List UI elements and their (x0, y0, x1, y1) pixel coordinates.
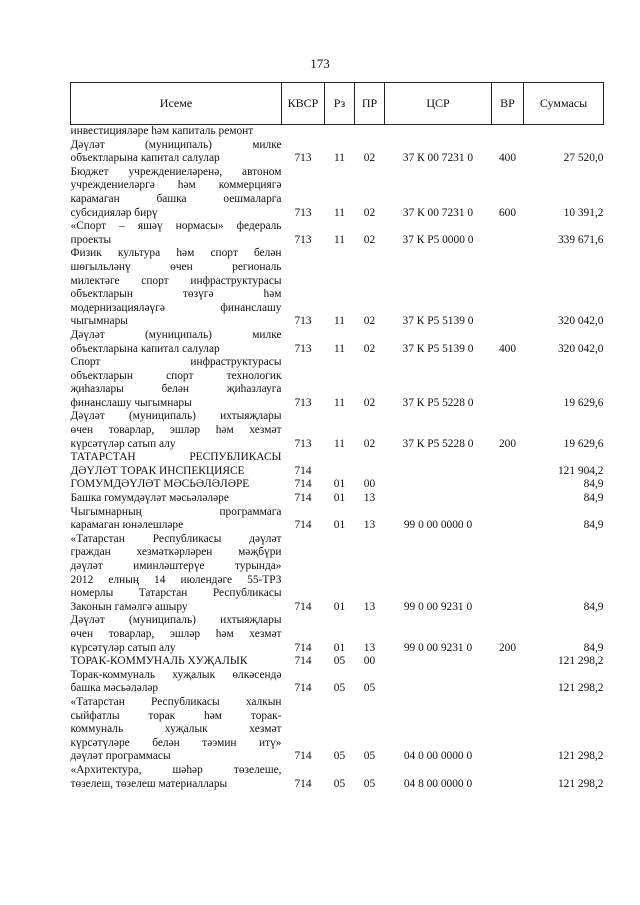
table-row (71, 478, 604, 492)
cell-vr (492, 506, 524, 533)
cell-vr (492, 451, 524, 478)
name-line: объектларына капитал салулар (70, 342, 220, 355)
name-line: объектларына капитал салулар (70, 152, 220, 165)
name-line: Дәүләт (муниципаль) ихтыяҗлары (70, 614, 282, 627)
name-line: граждан хезмәткәрләрен мәҗбүри (70, 546, 282, 559)
cell-kvsr: 713 (294, 437, 312, 450)
name-line: ДӘҮЛӘТ ТОРАК ИНСПЕКЦИЯСЕ (70, 464, 245, 477)
name-line: дәүләт программасы (70, 750, 171, 763)
name-line: «Архитектура, шәһәр төзелеше, (70, 763, 282, 776)
name-line: күрсәтүләр сатып алу (70, 437, 176, 450)
name-line: объектларын спорт технологик (70, 369, 282, 382)
name-line: төзелеш, төзелеш материаллары (70, 777, 228, 790)
table-row (71, 139, 604, 166)
cell-rz: 05 (333, 655, 346, 668)
cell-sum (524, 125, 604, 139)
cell-kvsr (282, 125, 325, 139)
cell-kvsr: 714 (294, 750, 312, 763)
cell-pr: 02 (363, 152, 376, 165)
cell-pr: 05 (363, 750, 376, 763)
cell-csr (385, 655, 492, 669)
cell-kvsr: 713 (294, 152, 312, 165)
cell-name (71, 478, 282, 492)
name-line: «Татарстан Республикасы дәүләт (70, 532, 282, 545)
table-row (71, 614, 604, 655)
name-line: Дәүләт (муниципаль) ихтыяҗлары (70, 410, 282, 423)
cell-name (71, 764, 282, 791)
cell-kvsr: 714 (294, 492, 312, 505)
name-line: чыгымнары (70, 315, 128, 328)
table-row (71, 451, 604, 478)
cell-pr (355, 125, 385, 139)
table-row (71, 764, 604, 791)
cell-kvsr: 713 (294, 206, 312, 219)
cell-pr: 02 (363, 437, 376, 450)
cell-sum: 121 298,2 (557, 682, 604, 695)
table-row (71, 329, 604, 356)
name-line: җиһазлары белән җиһазлауга (70, 383, 282, 396)
header-vr: ВР (492, 83, 524, 125)
cell-csr: 37 К 00 7231 0 (402, 152, 474, 165)
cell-rz: 11 (334, 152, 345, 165)
cell-sum: 84,9 (583, 641, 604, 654)
header-sum: Суммасы (524, 83, 604, 125)
cell-csr: 04 8 00 0000 0 (403, 777, 473, 790)
cell-csr: 99 0 00 9231 0 (403, 641, 473, 654)
cell-csr: 37 К Р5 5228 0 (402, 437, 474, 450)
cell-rz: 11 (334, 233, 345, 246)
cell-csr: 99 0 00 0000 0 (403, 519, 473, 532)
cell-pr: 00 (363, 655, 376, 668)
cell-vr (492, 125, 524, 139)
cell-pr: 05 (363, 682, 376, 695)
cell-vr (492, 669, 524, 696)
cell-sum: 27 520,0 (563, 152, 604, 165)
name-line: Дәүләт (муниципаль) милке (70, 138, 282, 151)
cell-csr: 37 К Р5 5228 0 (402, 396, 474, 409)
name-line: ТОРАК-КОММУНАЛЬ ХУҖАЛЫК (70, 655, 248, 668)
cell-sum: 84,9 (583, 478, 604, 491)
cell-sum: 19 629,6 (563, 396, 604, 409)
cell-pr (355, 451, 385, 478)
cell-rz: 05 (333, 682, 346, 695)
header-csr: ЦСР (385, 83, 492, 125)
budget-table (70, 82, 604, 791)
name-line: объектларын төзүгә һәм (70, 288, 282, 301)
name-line: күрсәтүләре белән тәэмин итү» (70, 736, 282, 749)
cell-vr: 200 (498, 641, 517, 654)
table-row (71, 492, 604, 506)
name-line: милектәге спорт инфраструктурасы (70, 274, 282, 287)
table-row (71, 247, 604, 329)
cell-csr: 04 0 00 0000 0 (403, 750, 473, 763)
cell-rz: 05 (333, 777, 346, 790)
cell-rz: 01 (333, 600, 346, 613)
cell-vr (492, 478, 524, 492)
cell-vr (492, 764, 524, 791)
header-kvsr: КВСР (282, 83, 325, 125)
cell-csr: 99 0 00 9231 0 (403, 600, 473, 613)
cell-rz: 11 (334, 206, 345, 219)
name-line: ТАТАРСТАН РЕСПУБЛИКАСЫ (70, 451, 282, 464)
cell-csr (385, 669, 492, 696)
cell-sum: 84,9 (583, 492, 604, 505)
table-row (71, 410, 604, 451)
cell-kvsr: 713 (294, 233, 312, 246)
cell-kvsr: 714 (294, 600, 312, 613)
name-line: Дәүләт (муниципаль) милке (70, 328, 282, 341)
name-line: финанслашу чыгымнары (70, 396, 192, 409)
cell-sum: 320 042,0 (557, 315, 604, 328)
name-line: проекты (70, 233, 112, 246)
table-row (71, 696, 604, 764)
cell-csr (385, 478, 492, 492)
name-line: дәүләт иминләштерүе турында» (70, 560, 282, 572)
cell-rz: 01 (333, 641, 346, 654)
cell-vr: 600 (498, 206, 517, 219)
cell-kvsr: 714 (294, 641, 312, 654)
cell-vr (492, 492, 524, 506)
name-line: учреждениеләргә һәм коммерциягә (70, 179, 282, 192)
cell-vr (492, 696, 524, 764)
header-pr: ПР (355, 83, 385, 125)
cell-name (71, 506, 282, 533)
header-rz: Рз (325, 83, 355, 125)
cell-kvsr: 714 (294, 777, 312, 790)
cell-name (71, 166, 282, 220)
name-line: Законын гамәлгә ашыру (70, 600, 188, 613)
cell-name (71, 410, 282, 451)
name-line: сыйфатлы торак һәм торак- (70, 709, 282, 722)
cell-csr: 37 К Р5 5139 0 (402, 342, 474, 355)
name-line: Чыгымнарның программага (70, 505, 282, 518)
cell-rz: 05 (333, 750, 346, 763)
cell-rz: 01 (333, 478, 346, 491)
cell-pr: 02 (363, 315, 376, 328)
cell-rz (325, 451, 355, 478)
cell-pr: 13 (363, 600, 376, 613)
cell-sum: 84,9 (583, 600, 604, 613)
cell-csr: 37 К 00 7231 0 (402, 206, 474, 219)
cell-name (71, 139, 282, 166)
name-line: Спорт инфраструктурасы (70, 356, 282, 369)
name-line: өчен товарлар, эшләр һәм хезмәт (70, 424, 282, 437)
cell-sum: 121 904,2 (557, 464, 604, 477)
cell-pr: 13 (363, 641, 376, 654)
cell-name (71, 533, 282, 615)
cell-vr (492, 655, 524, 669)
name-line: 2012 елның 14 июлендәге 55-ТРЗ (70, 573, 282, 586)
cell-csr (385, 492, 492, 506)
name-line: Физик культура һәм спорт белән (70, 247, 282, 260)
cell-pr: 02 (363, 206, 376, 219)
cell-csr (385, 451, 492, 478)
cell-kvsr: 714 (294, 519, 312, 532)
cell-vr: 200 (498, 437, 517, 450)
cell-sum: 19 629,6 (563, 437, 604, 450)
table-row (71, 533, 604, 615)
cell-sum: 339 671,6 (557, 233, 604, 246)
cell-sum: 84,9 (583, 519, 604, 532)
cell-vr (492, 220, 524, 247)
table-row (71, 220, 604, 247)
name-line: инвестицияләре һәм капиталь ремонт (70, 125, 254, 137)
cell-name (71, 125, 282, 139)
cell-csr: 37 К Р5 0000 0 (402, 233, 474, 246)
cell-rz (325, 125, 355, 139)
name-line: «Татарстан Республикасы халкын (70, 695, 282, 708)
cell-kvsr: 714 (294, 655, 312, 668)
table-row (71, 125, 604, 139)
cell-pr: 13 (363, 519, 376, 532)
table-row (71, 669, 604, 696)
name-line: «Спорт – яшәү нормасы» федераль (70, 220, 282, 233)
cell-rz: 11 (334, 342, 345, 355)
cell-sum: 121 298,2 (557, 750, 604, 763)
cell-name (71, 655, 282, 669)
cell-vr (492, 247, 524, 329)
name-line: күрсәтүләр сатып алу (70, 641, 176, 654)
cell-name (71, 492, 282, 506)
cell-pr: 00 (363, 478, 376, 491)
name-line: модернизацияләүгә финанслашу (70, 301, 282, 314)
cell-name (71, 696, 282, 764)
cell-name (71, 614, 282, 655)
name-line: карамаган башка оешмаларга (70, 192, 282, 205)
cell-csr (385, 125, 492, 139)
table-header-row (71, 83, 604, 125)
cell-csr: 37 К Р5 5139 0 (402, 315, 474, 328)
cell-sum: 121 298,2 (557, 655, 604, 668)
table-body (71, 125, 604, 792)
name-line: шөгыльләнү өчен региональ (70, 260, 282, 273)
cell-sum: 121 298,2 (557, 777, 604, 790)
page-number: 173 (310, 56, 330, 71)
name-line: Башка гомумдәүләт мәсьәләләре (70, 492, 229, 505)
cell-pr: 13 (363, 492, 376, 505)
cell-rz: 11 (334, 437, 345, 450)
cell-vr (492, 356, 524, 410)
cell-vr (492, 533, 524, 615)
name-line: карамаган юнәлешләре (70, 519, 184, 532)
cell-rz: 01 (333, 519, 346, 532)
cell-name (71, 220, 282, 247)
table-row (71, 506, 604, 533)
cell-pr: 02 (363, 396, 376, 409)
table-row (71, 356, 604, 410)
cell-pr: 02 (363, 233, 376, 246)
cell-vr: 400 (498, 342, 517, 355)
cell-name (71, 329, 282, 356)
name-line: номерлы Татарстан Республикасы (70, 587, 282, 600)
name-line: субсидияләр бирү (70, 206, 158, 219)
table-row (71, 166, 604, 220)
cell-kvsr: 714 (294, 464, 312, 477)
cell-kvsr: 714 (294, 682, 312, 695)
cell-rz: 01 (333, 492, 346, 505)
cell-name (71, 356, 282, 410)
cell-kvsr: 713 (294, 315, 312, 328)
cell-name (71, 247, 282, 329)
cell-kvsr: 713 (294, 396, 312, 409)
cell-rz: 11 (334, 315, 345, 328)
cell-name (71, 451, 282, 478)
cell-kvsr: 714 (294, 478, 312, 491)
cell-sum: 10 391,2 (563, 206, 604, 219)
cell-pr: 05 (363, 777, 376, 790)
name-line: башка мәсьәләләр (70, 682, 159, 695)
name-line: коммуналь хуҗалык хезмәт (70, 723, 282, 736)
name-line: Торак-коммуналь хуҗалык өлкәсендә (70, 668, 282, 681)
cell-name (71, 669, 282, 696)
header-name: Исеме (71, 83, 282, 125)
name-line: Бюджет учреждениеләренә, автоном (70, 165, 282, 178)
name-line: ГОМУМДӘҮЛӘТ МӘСЬӘЛӘЛӘРЕ (70, 478, 250, 491)
cell-kvsr: 713 (294, 342, 312, 355)
name-line: өчен товарлар, эшләр һәм хезмәт (70, 627, 282, 640)
cell-rz: 11 (334, 396, 345, 409)
cell-pr: 02 (363, 342, 376, 355)
cell-vr: 400 (498, 152, 517, 165)
table-row (71, 655, 604, 669)
cell-sum: 320 042,0 (557, 342, 604, 355)
